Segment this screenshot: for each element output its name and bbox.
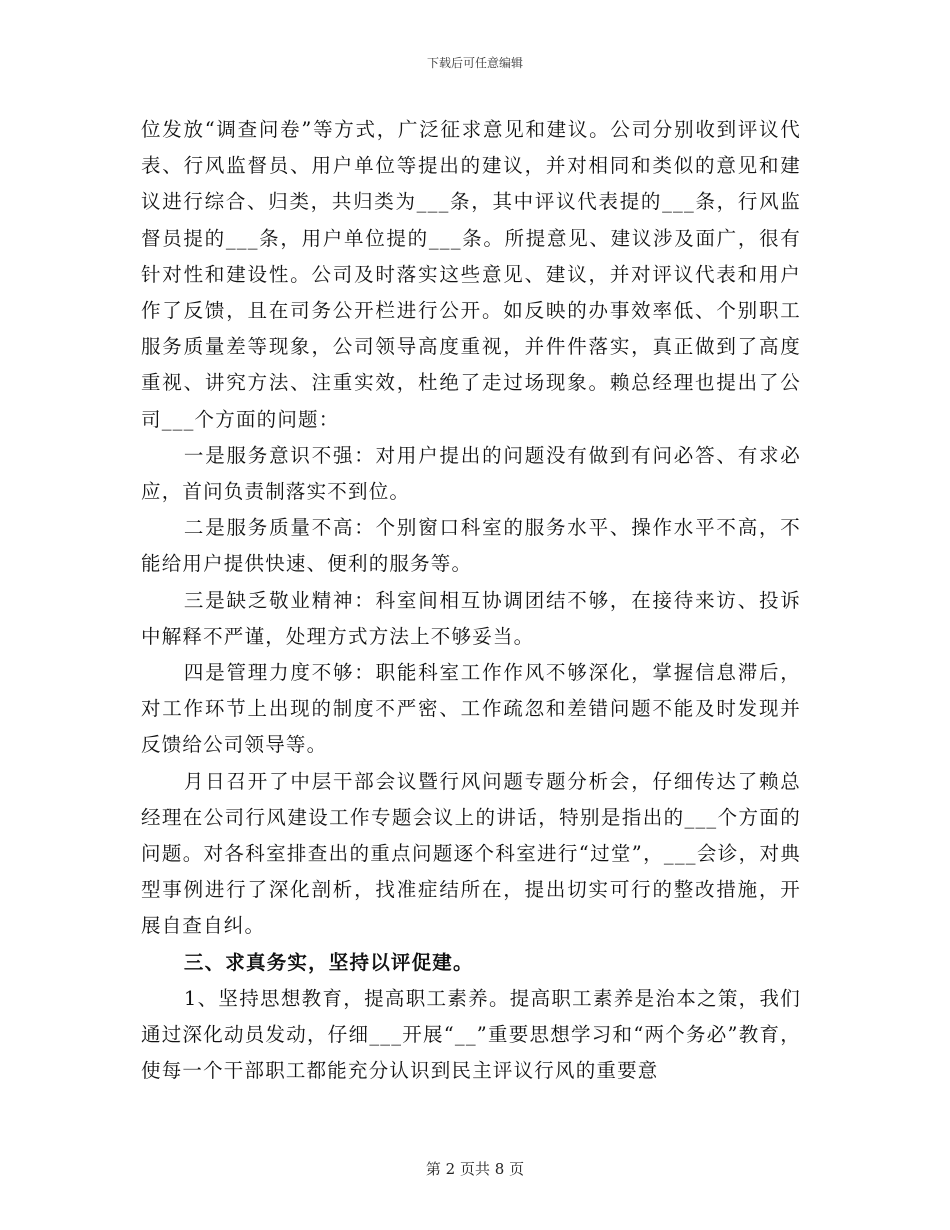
paragraph: 四是管理力度不够：职能科室工作作风不够深化，掌握信息滞后，对工作环节上出现的制度不严密、工作疏忽和差错问题不能及时发现并反馈给公司领导等。 (141, 661, 801, 757)
paragraph: 位发放“调查问卷”等方式，广泛征求意见和建议。公司分别收到评议代表、行风监督员、用户单位等提出的建议，并对相同和类似的意见和建议进行综合、归类，共归类为___条，其中评议代表提的___条，行风监督员提的___条，用户单位提的___条。所提意见、建议涉及面广，很有针对性和建设性。公司及时落实这些意见、建议，并对评议代表和用户作了反馈，且在司务公开栏进行公开。如反映的办事效率低、个别职工服务质量差等现象，公司领导高度重视，并件件落实，真正做到了高度重视、讲究方法、注重实效，杜绝了走过场现象。赖总经理也提出了公司___个方面的问题： (141, 118, 801, 431)
section-heading: 三、求真务实，坚持以评促建。 (183, 950, 474, 974)
document-body (141, 112, 801, 1089)
paragraph: 二是服务质量不高：个别窗口科室的服务水平、操作水平不高，不能给用户提供快速、便利的服务等。 (141, 516, 801, 576)
paragraph: 一是服务意识不强：对用户提出的问题没有做到有问必答、有求必应，首问负责制落实不到位。 (141, 443, 801, 504)
page-footer: 第 2 页共 8 页 (425, 1160, 525, 1178)
paragraph: 1、坚持思想教育，提高职工素养。提高职工素养是治本之策，我们通过深化动员发动，仔细___开展“__”重要思想学习和“两个务必”教育，使每一个干部职工都能充分认识到民主评议行风的重要意 (141, 986, 801, 1083)
page-header: 下载后可任意编辑 (426, 56, 523, 70)
paragraph: 月日召开了中层干部会议暨行风问题专题分析会，仔细传达了赖总经理在公司行风建设工作专题会议上的讲话，特别是指出的___个方面的问题。对各科室排查出的重点问题逐个科室进行“过堂”，___会诊，对典型事例进行了深化剖析，找准症结所在，提出切实可行的整改措施，开展自查自纠。 (141, 769, 801, 938)
paragraph: 三是缺乏敬业精神：科室间相互协调团结不够，在接待来访、投诉中解释不严谨，处理方式方法上不够妥当。 (141, 588, 801, 648)
